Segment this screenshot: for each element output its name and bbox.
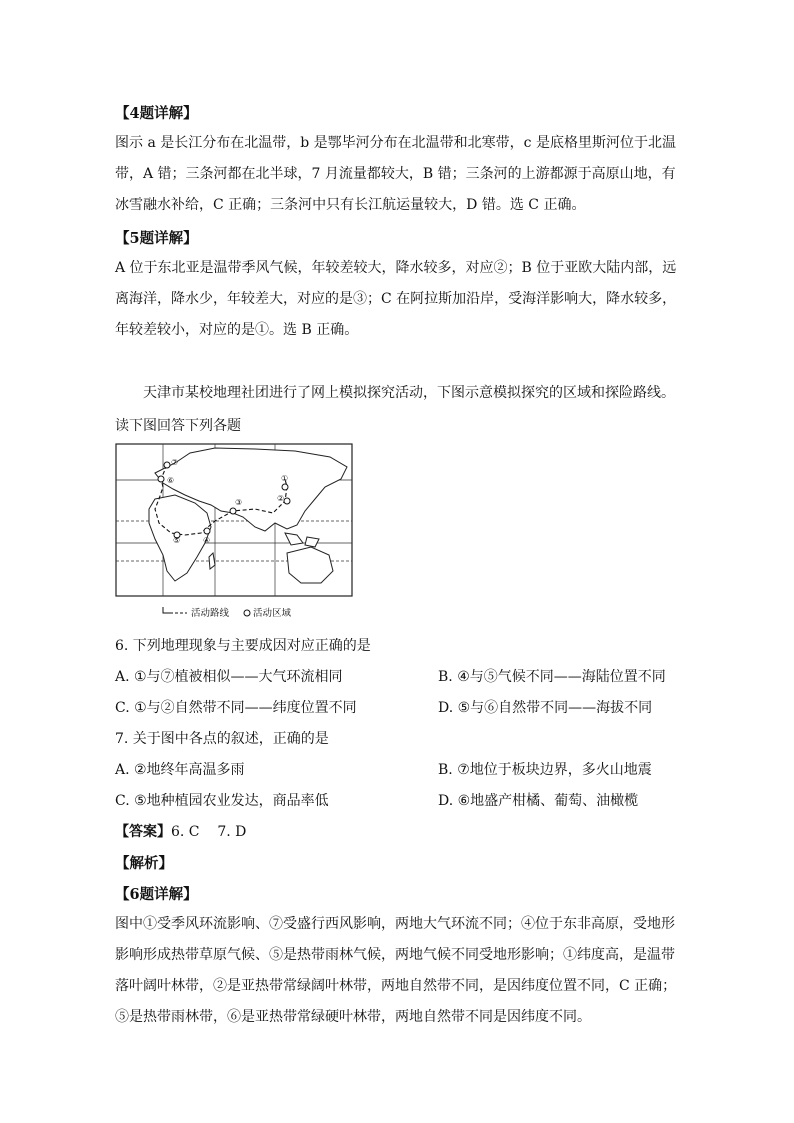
answer-line <box>115 821 246 841</box>
q4-heading: 【4题详解】 <box>115 105 198 122</box>
q7-option-b: B. ⑦地位于板块边界，多火山地震 <box>438 762 652 778</box>
intro-line1: 天津市某校地理社团进行了网上模拟探究活动，下图示意模拟探究的区域和探险路线。 <box>143 385 675 401</box>
q7-stem: 7. 关于图中各点的叙述，正确的是 <box>115 731 329 747</box>
q6-detail-heading: 【6题详解】 <box>115 886 198 903</box>
q6-option-c: C. ①与②自然带不同——纬度位置不同 <box>115 700 357 716</box>
legend-area: 活动区域 <box>253 608 292 619</box>
point-4 <box>204 528 210 534</box>
label-5: ⑤ <box>173 536 181 545</box>
label-4: ④ <box>203 536 211 545</box>
legend-route: 活动路线 <box>191 608 230 619</box>
point-3 <box>230 508 236 514</box>
q6-detail-text: 图中①受季风环流影响、⑦受盛行西风影响，两地大气环流不同；④位于东非高原，受地形影响形成热带草原气候、⑤是热带雨林气候，两地气候不同受地形影响；①纬度高，是温带落叶阔叶林带，②是亚热带常绿阔叶林带，两地自然带不同，是因纬度位置不同，C 正确；⑤是热带雨林带，⑥是亚热带常绿硬叶林带，两地自然带不同是因纬度不同。 <box>115 916 677 1025</box>
q6-option-b: B. ④与⑤气候不同——海陆位置不同 <box>438 669 666 685</box>
q6-option-d: D. ⑤与⑥自然带不同——海拔不同 <box>438 700 653 716</box>
world-map <box>115 443 358 623</box>
point-1 <box>282 484 288 490</box>
label-2: ② <box>277 494 285 503</box>
q5-explanation: A 位于东北亚是温带季风气候，年较差较大，降水较多，对应②；B 位于亚欧大陆内部，远离海洋，降水少，年较差大，对应的是③；C 在阿拉斯加沿岸，受海洋影响大，降水较多，年较差较小，对应的是①。选 B 正确。 <box>115 260 677 338</box>
q6-stem: 6. 下列地理现象与主要成因对应正确的是 <box>115 638 371 654</box>
intro-line2: 读下图回答下列各题 <box>115 418 241 434</box>
q7-option-a: A. ②地终年高温多雨 <box>115 762 245 778</box>
answer-text: 6. C 7. D <box>171 824 247 840</box>
world-map-figure <box>115 443 358 623</box>
q4-explanation: 图示 a 是长江分布在北温带，b 是鄂毕河分布在北温带和北寒带，c 是底格里斯河位于北温带，A 错；三条河都在北半球，7 月流量都较大，B 错；三条河的上游都源于高原山地，有冰雪融水补给，C 正确；三条河中只有长江航运量较大，D 错。选 C 正确。 <box>115 135 676 213</box>
answer-label: 【答案】 <box>115 824 171 840</box>
point-6-circle <box>158 476 164 482</box>
q7-option-c: C. ⑤地种植园农业发达，商品率低 <box>115 793 329 809</box>
point-7 <box>164 462 170 468</box>
point-2 <box>284 498 290 504</box>
analysis-label: 【解析】 <box>115 855 173 872</box>
map-legend <box>163 607 292 619</box>
label-3: ③ <box>235 498 243 507</box>
q6-option-a: A. ①与⑦植被相似——大气环流相同 <box>115 669 343 685</box>
q5-heading: 【5题详解】 <box>115 230 198 247</box>
label-1: ① <box>281 474 289 483</box>
q7-option-d: D. ⑥地盛产柑橘、葡萄、油橄榄 <box>438 793 639 809</box>
label-7: ⑦ <box>171 458 179 467</box>
label-6: ⑥ <box>167 476 175 485</box>
